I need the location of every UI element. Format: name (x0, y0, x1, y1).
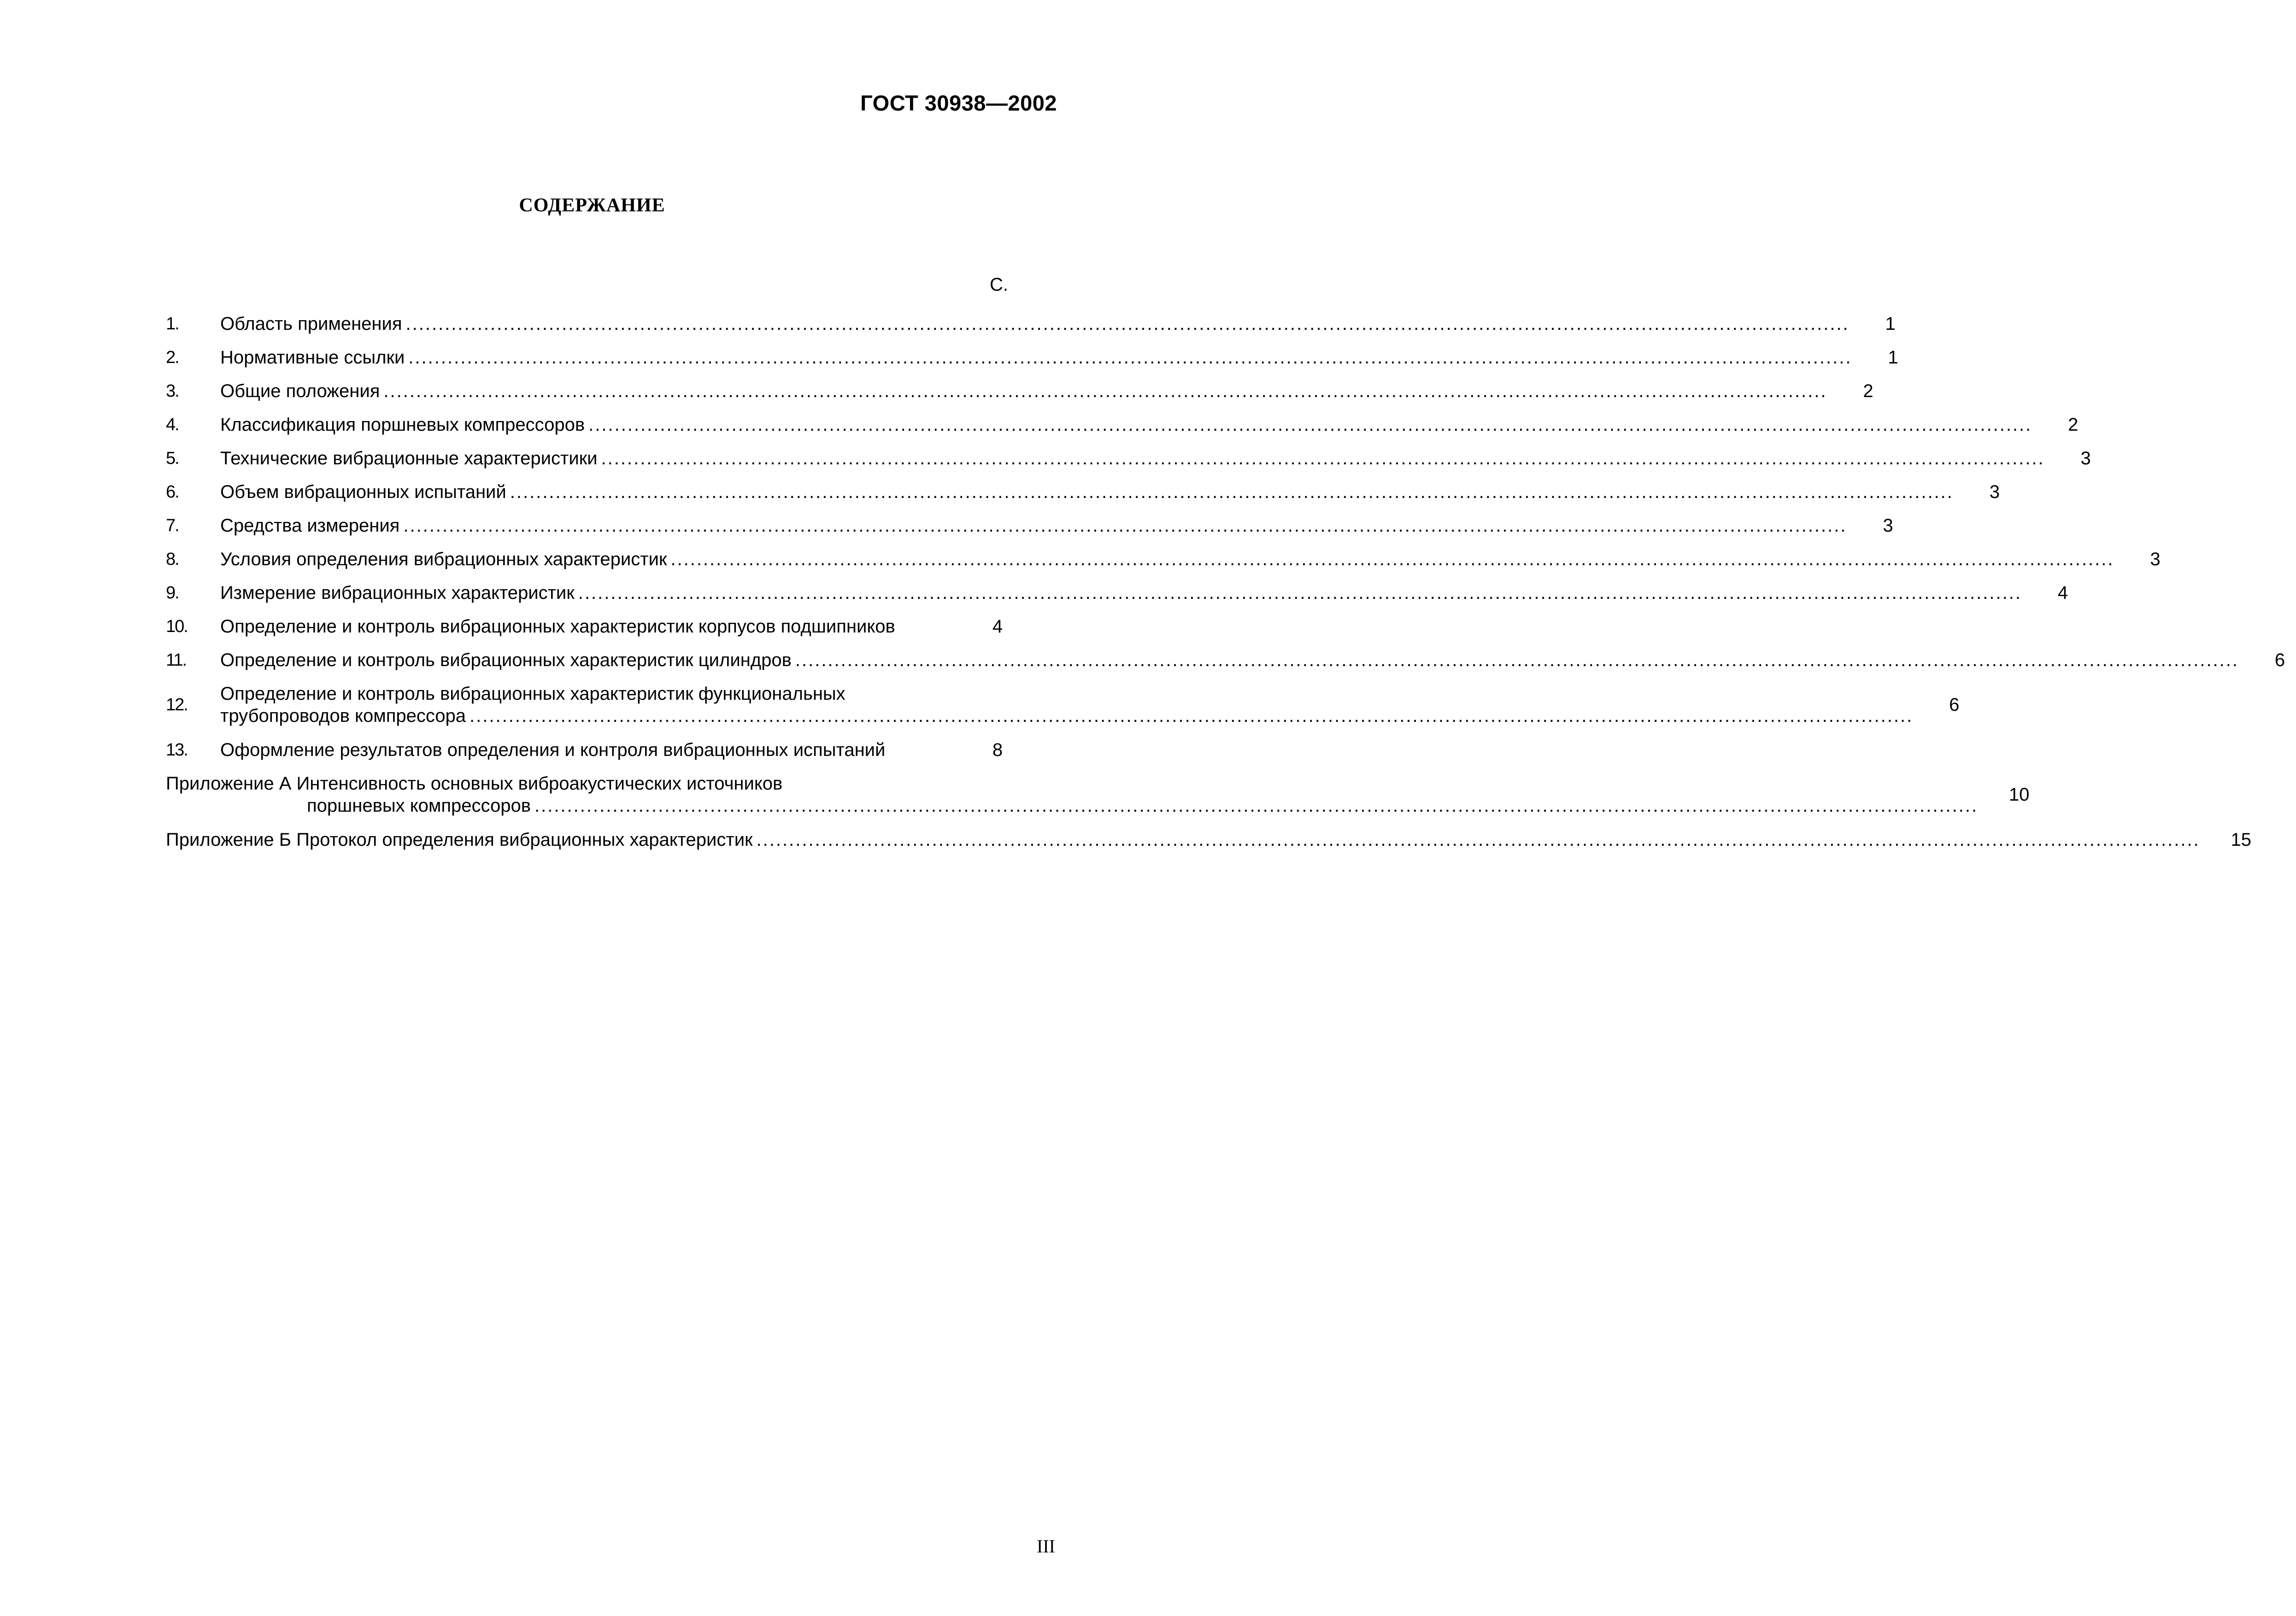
toc-title: Определение и контроль вибрационных характеристик корпусов подшипников (220, 616, 895, 637)
toc-number: 12. (166, 695, 188, 714)
leader-dots (753, 829, 2202, 851)
leader-dots (598, 447, 2047, 469)
appendix-row[interactable] (166, 823, 2251, 856)
toc-row[interactable] (166, 374, 1873, 408)
toc-row[interactable] (166, 475, 2000, 509)
appendix-row[interactable] (166, 767, 2030, 823)
toc-title: Объем вибрационных испытаний (220, 481, 506, 502)
toc-page: 3 (2080, 448, 2091, 468)
toc-number: 3. (166, 381, 179, 401)
toc-title: Область применения (220, 313, 402, 334)
toc-page: 3 (1989, 481, 2000, 502)
toc-row[interactable] (166, 441, 2091, 475)
toc-page: 2 (1863, 381, 1873, 401)
leader-dots (585, 414, 2034, 436)
toc-title: Средства измерения (220, 515, 400, 536)
table-of-contents (166, 274, 2285, 856)
toc-row[interactable] (166, 643, 2285, 677)
toc-number: 10. (166, 616, 188, 636)
standard-number: ГОСТ 30938—2002 (860, 91, 1057, 115)
page-number: III (1037, 1536, 1055, 1557)
leader-dots (405, 346, 1854, 369)
toc-number: 11. (166, 650, 187, 670)
page-column-label: С. (990, 275, 1008, 295)
toc-row[interactable] (166, 733, 1014, 767)
toc-number: 13. (166, 740, 188, 760)
leader-dots (792, 649, 2241, 671)
toc-title-line1: Определение и контроль вибрационных характеристик функциональных (220, 684, 846, 704)
toc-title-line2: трубопроводов компрессора (220, 706, 466, 726)
toc-row[interactable] (166, 677, 1960, 733)
toc-row[interactable] (166, 340, 1898, 374)
toc-number: 4. (166, 415, 179, 434)
toc-page: 1 (1885, 313, 1896, 334)
leader-dots (380, 380, 1829, 402)
toc-title: Определение и контроль вибрационных характеристик цилиндров (220, 650, 792, 670)
toc-page: 1 (1888, 347, 1898, 368)
appendix-title-line1: Приложение А Интенсивность основных виброакустических источников (166, 773, 783, 794)
appendix-page: 10 (2008, 785, 2030, 805)
leader-dots (399, 515, 1849, 537)
toc-number: 5. (166, 448, 179, 468)
toc-page: 8 (992, 739, 1003, 760)
toc-title: Измерение вибрационных характеристик (220, 582, 575, 603)
toc-page: 6 (1949, 695, 1960, 715)
toc-title: Условия определения вибрационных характеристик (220, 549, 667, 569)
page-title: СОДЕРЖАНИЕ (519, 195, 665, 216)
toc-title: Нормативные ссылки (220, 347, 405, 368)
toc-number: 6. (166, 482, 179, 502)
toc-title: Оформление результатов определения и контроля вибрационных испытаний (220, 739, 886, 760)
toc-title: Классификация поршневых компрессоров (220, 414, 585, 435)
leader-dots (575, 582, 2024, 604)
toc-page: 3 (2150, 549, 2161, 569)
toc-title: Технические вибрационные характеристики (220, 448, 598, 468)
toc-number: 1. (166, 314, 179, 334)
leader-dots (402, 313, 1851, 335)
toc-number: 7. (166, 515, 179, 535)
toc-row[interactable] (166, 307, 1896, 340)
toc-row[interactable] (166, 576, 2068, 609)
toc-row[interactable] (166, 609, 1014, 643)
appendix-title: Приложение Б Протокол определения вибрационных характеристик (166, 829, 753, 850)
toc-page: 6 (2274, 650, 2285, 670)
toc-title: Общие положения (220, 381, 380, 401)
leader-dots (531, 795, 1980, 817)
appendix-page: 15 (2231, 829, 2251, 850)
appendix-title-line2: поршневых компрессоров (307, 796, 531, 816)
leader-dots (506, 481, 1955, 503)
toc-page: 4 (992, 616, 1003, 637)
toc-page: 3 (1883, 515, 1893, 536)
toc-row[interactable] (166, 509, 1893, 542)
leader-dots (466, 705, 1915, 727)
toc-row[interactable] (166, 542, 2161, 576)
toc-page: 2 (2068, 414, 2079, 435)
toc-number: 9. (166, 583, 179, 603)
toc-number: 8. (166, 549, 179, 569)
toc-row[interactable] (166, 408, 2079, 441)
toc-header (166, 274, 1014, 307)
toc-number: 2. (166, 347, 179, 367)
toc-page: 4 (2057, 582, 2068, 603)
leader-dots (667, 548, 2116, 570)
